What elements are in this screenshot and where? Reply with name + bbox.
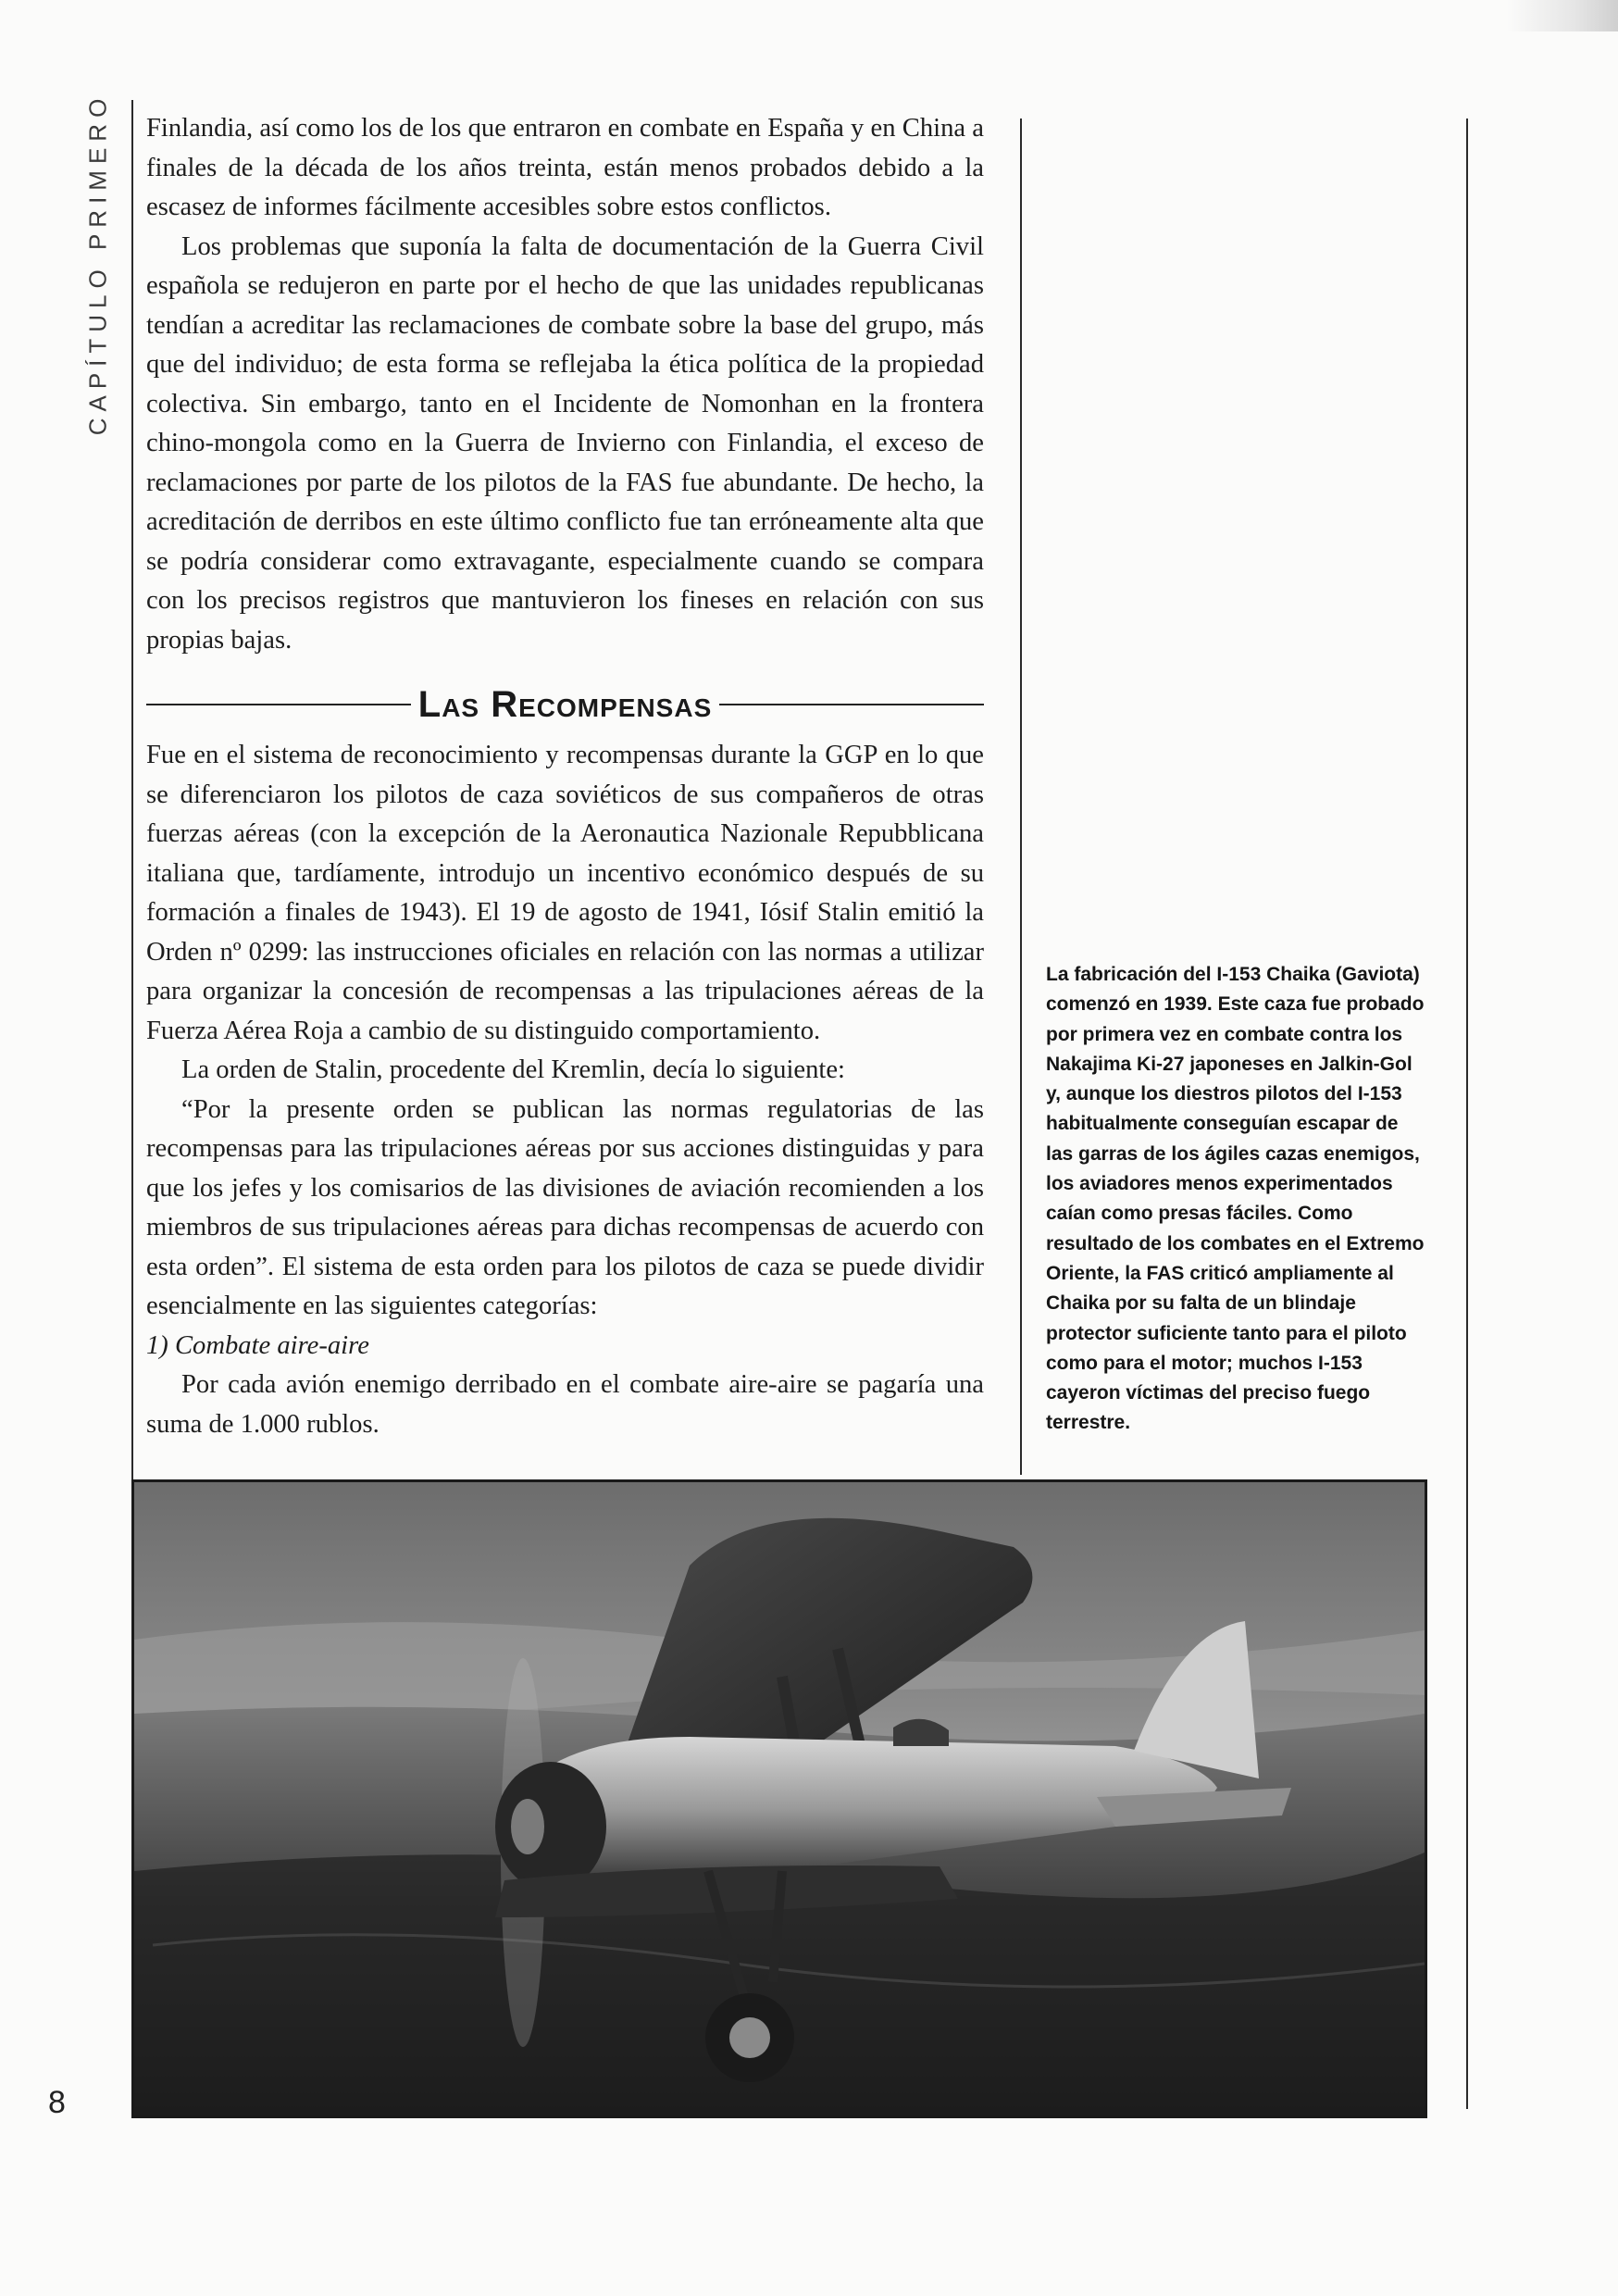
category-item — [146, 1327, 984, 1366]
intro-paragraph: Los problemas que suponía la falta de documentación de la Guerra Civil española se redujeron en parte por el hecho de que las unidades republicanas tendían a acreditar las reclamaciones de combate sobre la base del grupo, más que del individuo; de esta forma se reflejaba la ética política de la propiedad colectiva. Sin embargo, tanto en el Incidente de Nomonhan en la frontera chino-mongola como en la Guerra de Invierno con Finlandia, el exceso de reclamaciones por parte de los pilotos de la FAS fue abundante. De hecho, la acreditación de derribos en este último conflicto fue tan erróneamente alta que se podría considerar como extravagante, especialmente cuando se compara con los precisos registros que mantuvieron los fineses en relación con sus propias bajas. — [146, 231, 984, 655]
scan-shadow — [1507, 0, 1618, 31]
right-edge-rule — [1466, 119, 1468, 2109]
body-paragraph: La orden de Stalin, procedente del Kremlin, decía lo siguiente: — [181, 1055, 845, 1084]
aircraft-photo — [131, 1479, 1427, 2118]
page-number: 8 — [48, 2085, 66, 2120]
caption-column-rule — [1020, 119, 1022, 1475]
heading-rule-left — [146, 704, 411, 705]
caption-text: La fabricación del I-153 Chaika (Gaviota) comenzó en 1939. Este caza fue probado por primera vez en combate contra los Nakajima Ki-27 japoneses en Jalkin-Gol y, aunque los diestros pilotos del I-153 habitualmente conseguían escapar de las garras de los ágiles cazas enemigos, los aviadores menos experimentados caían como presas fáciles. Como resultado de los combates en el Extremo Oriente, la FAS criticó ampliamente al Chaika por su falta de un blindaje protector suficiente tanto para el piloto como para el motor; muchos I-153 cayeron víctimas del preciso fuego terrestre. — [1046, 964, 1425, 1434]
heading-rule-right — [719, 704, 984, 705]
chapter-label — [80, 92, 117, 436]
body-paragraph: Por cada avión enemigo derribado en el combate aire-aire se pagaría una suma de 1.000 rublos. — [146, 1370, 984, 1439]
photo-caption — [1046, 960, 1425, 1439]
section-heading — [146, 677, 984, 732]
biplane-illustration — [134, 1482, 1425, 2115]
quoted-order: “Por la presente orden se publican las normas regulatorias de las recompensas para las tripulaciones aéreas por sus acciones distinguidas y para que los jefes y los comisarios de las divisiones de aviación recomienden a los miembros de sus tripulaciones aéreas para dichas recompensas de acuerdo con esta orden”. El sistema de esta orden para los pilotos de caza se puede dividir esencialmente en las siguientes categorías: — [146, 1094, 984, 1320]
chapter-label-text: CAPÍTULO PRIMERO — [83, 92, 112, 436]
intro-paragraph: Finlandia, así como los de los que entraron en combate en España y en China a finales de la década de los años treinta, están menos probados debido a la escasez de informes fácilmente accesibles sobre estos conflictos. — [146, 114, 984, 221]
section-title: Las Recompensas — [417, 683, 713, 725]
body-paragraph: Fue en el sistema de reconocimiento y recompensas durante la GGP en lo que se diferenciaron los pilotos de caza soviéticos de sus compañeros de otras fuerzas aéreas (con la excepción de la Aeronautica Nazionale Repubblicana italiana que, tardíamente, introdujo un incentivo económico después de su formación a finales de 1943). El 19 de agosto de 1941, Iósif Stalin emitió la Orden nº 0299: las instrucciones oficiales en relación con las normas a utilizar para organizar la concesión de recompensas a las tripulaciones aéreas de la Fuerza Aérea Roja a cambio de su distinguido comportamiento. — [146, 741, 984, 1045]
main-text-column — [146, 109, 984, 1444]
category-label: 1) Combate aire-aire — [146, 1330, 369, 1360]
